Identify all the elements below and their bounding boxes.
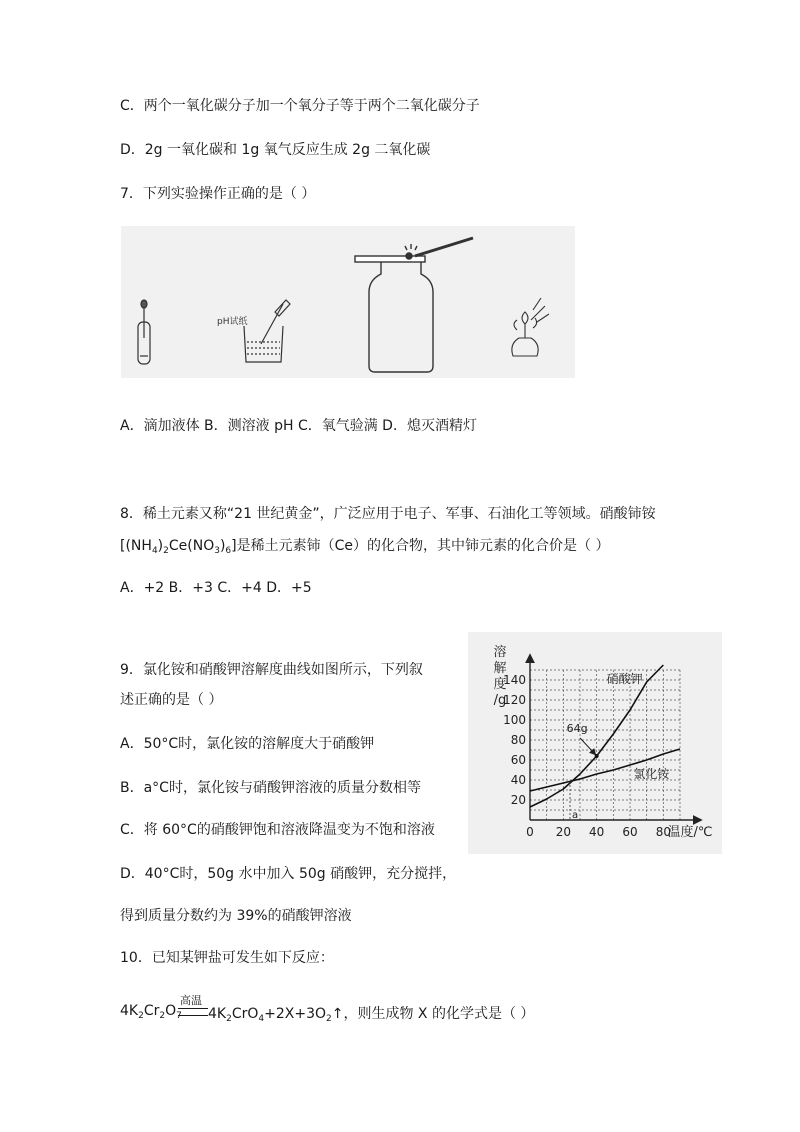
y-tick-label: 80 <box>510 733 526 747</box>
q9-stem-line2: 述正确的是（ ） <box>120 692 223 708</box>
x-tick-label: 80 <box>655 825 671 839</box>
y-tick-label: 120 <box>503 693 526 707</box>
q8-options: A．+2 B．+3 C．+4 D．+5 <box>120 580 312 596</box>
series-label: 氯化铵 <box>633 767 670 781</box>
x-tick-label: 60 <box>622 825 638 839</box>
q8-line2 <box>120 536 609 556</box>
q8-line1: 8．稀土元素又称“21 世纪黄金”，广泛应用于电子、军事、石油化工等领域。硝酸铈铵 <box>120 506 656 522</box>
x-tick-label: 20 <box>555 825 571 839</box>
y-tick-label: 100 <box>503 713 526 727</box>
alcohol-lamp-illustration <box>512 298 549 356</box>
q10-reactant: $4K_2Cr_2O_7$ <box>120 1003 182 1021</box>
q10-reaction-condition: 高温 <box>180 994 202 1007</box>
solubility-chart-panel <box>468 632 722 854</box>
q7-stem: 7．下列实验操作正确的是（ ） <box>120 186 316 202</box>
x-tick-label: 40 <box>589 825 605 839</box>
beaker-ph-paper-illustration <box>244 300 290 362</box>
q9-option-b: B．a°C时，氯化铵与硝酸钾溶液的质量分数相等 <box>120 780 421 796</box>
q9-option-c: C．将 60°C的硝酸钾饱和溶液降温变为不饱和溶液 <box>120 822 435 838</box>
y-tick-label: 140 <box>503 673 526 687</box>
q8-subscript: 3 <box>214 546 220 556</box>
q8-subscript: 6 <box>225 546 232 556</box>
gas-jar-illustration <box>355 238 473 372</box>
y-axis-label: 解 <box>493 661 507 676</box>
dropper-in-test-tube-illustration <box>138 300 150 364</box>
q8-formula-part: ) <box>219 538 226 554</box>
q10-stem: 10．已知某钾盐可发生如下反应： <box>120 950 334 966</box>
q9-option-d-continued: 得到质量分数约为 39%的硝酸钾溶液 <box>120 908 352 924</box>
annotation-64g: 64g <box>566 722 588 735</box>
ph-paper-label: pH试纸 <box>217 317 248 327</box>
intersection-point-40 <box>595 754 599 758</box>
q7-apparatus-figure <box>121 226 575 378</box>
q10-products: $4K_2CrO_4+2X+3O_2↑$，则生成物 X 的化学式是（ ） <box>208 1006 535 1024</box>
x-tick-label: 0 <box>526 825 534 839</box>
q9-option-a: A．50°C时，氯化铵的溶解度大于硝酸钾 <box>120 736 375 752</box>
y-axis-label: 溶 <box>493 645 507 660</box>
series-label: 硝酸钾 <box>606 672 643 686</box>
q8-subscript: 2 <box>163 546 169 556</box>
q8-subscript: 4 <box>151 546 158 556</box>
y-axis-label: /g <box>493 693 507 708</box>
x-axis-label: 温度/℃ <box>667 825 713 840</box>
q9-stem-line1: 9．氯化铵和硝酸钾溶解度曲线如图所示，下列叙 <box>120 662 423 678</box>
q6-option-c: C．两个一氧化碳分子加一个氧分子等于两个二氧化碳分子 <box>120 98 480 114</box>
marker-a-label: a <box>572 810 579 821</box>
y-tick-label: 20 <box>510 793 526 807</box>
y-tick-label: 40 <box>510 773 526 787</box>
q8-formula-tail: ]是稀土元素铈（Ce）的化合物，其中铈元素的化合价是（ ） <box>231 538 610 554</box>
q8-formula-part: Ce(NO <box>168 538 215 554</box>
q7-options: A．滴加液体 B．测溶液 pH C．氧气验满 D．熄灭酒精灯 <box>120 418 477 434</box>
q10-reaction-equals-sign <box>178 1008 208 1016</box>
q8-formula-part: ) <box>157 538 164 554</box>
y-tick-label: 60 <box>510 753 526 767</box>
q8-formula-part: [(NH <box>120 538 152 554</box>
q6-option-d: D．2g 一氧化碳和 1g 氧气反应生成 2g 二氧化碳 <box>120 142 431 158</box>
y-axis-label: 度 <box>493 677 507 692</box>
annotation-arrow <box>580 738 595 754</box>
q9-option-d: D．40°C时，50g 水中加入 50g 硝酸钾，充分搅拌， <box>120 866 457 882</box>
solubility-chart <box>468 632 722 854</box>
